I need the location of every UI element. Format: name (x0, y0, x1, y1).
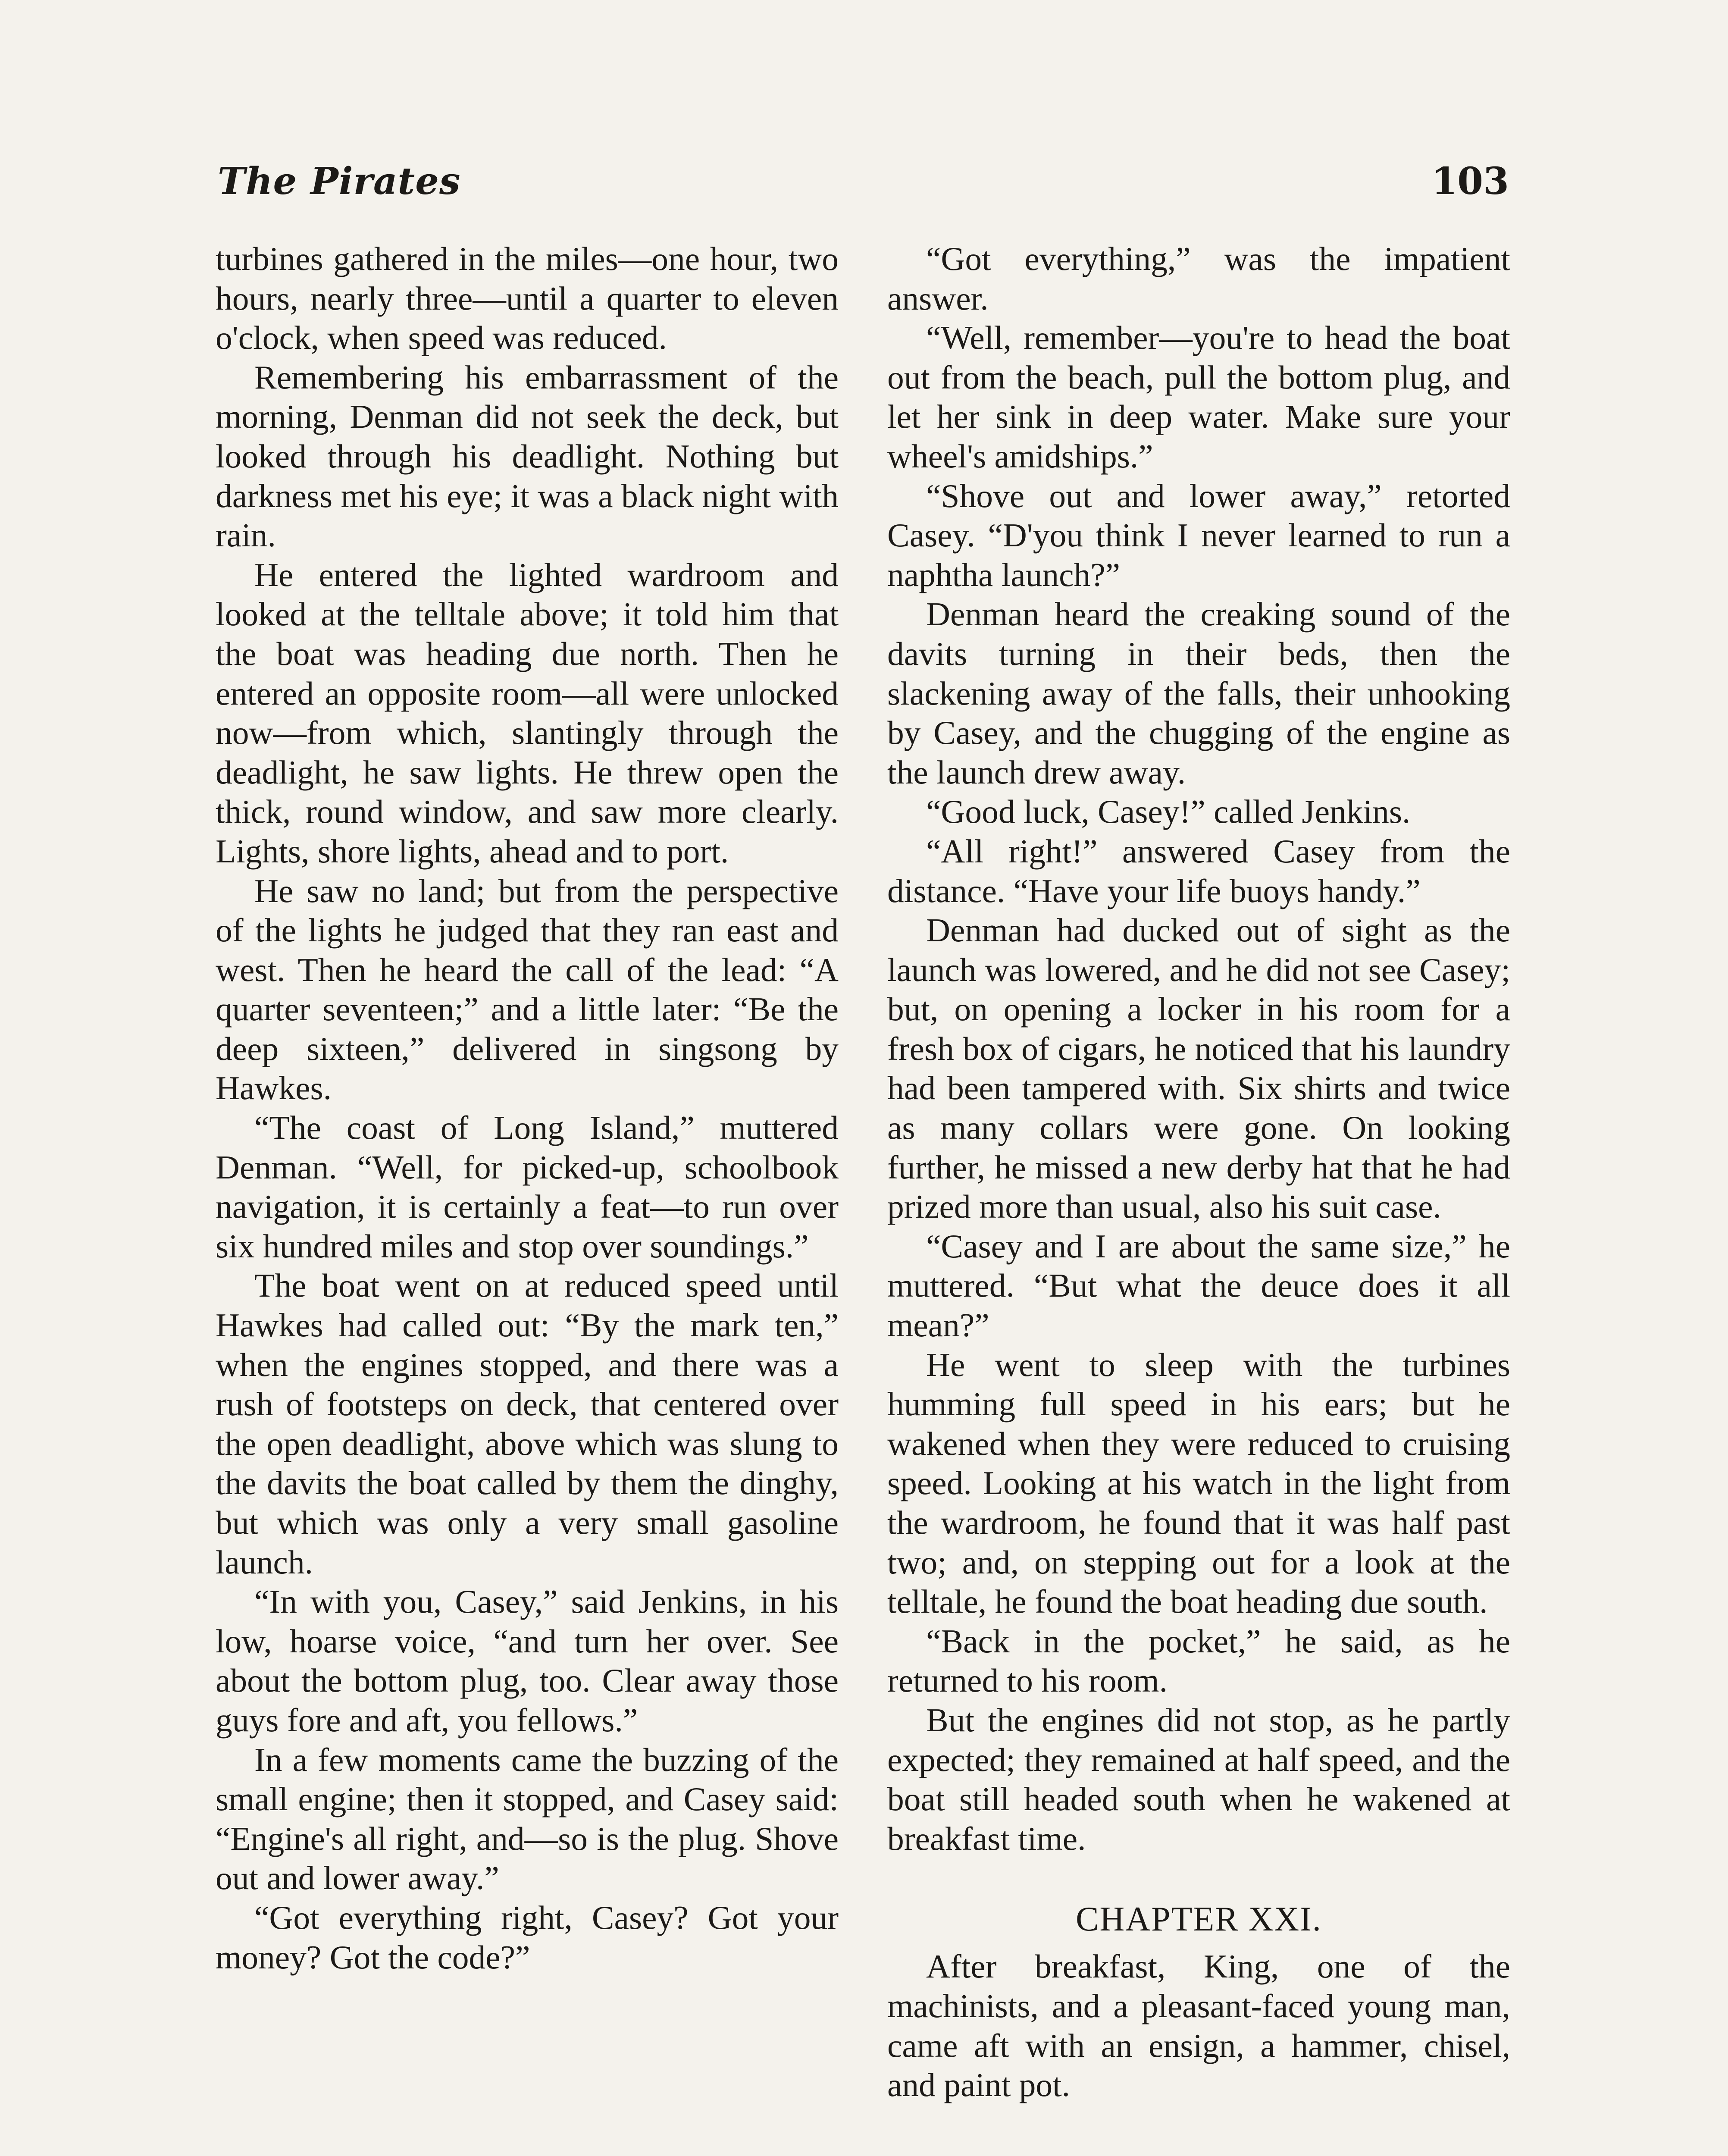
paragraph: He entered the lighted wardroom and looked at the telltale above; it told him that the boat was heading due north. Then he entered an opposite room—all were unlocked now—from which, slantingly through the deadlight, he saw lights. He threw open the thick, round window, and saw more clearly. Lights, shore lights, ahead and to port. (216, 556, 839, 870)
paragraph: “Back in the pocket,” he said, as he returned to his room. (887, 1622, 1510, 1699)
paragraph: “All right!” answered Casey from the distance. “Have your life buoys handy.” (887, 832, 1510, 909)
running-title: The Pirates (218, 160, 461, 203)
paragraph: Denman heard the creaking sound of the davits turning in their beds, then the slackening away of the falls, their unhooking by Casey, and the chugging of the engine as the launch drew away. (887, 595, 1510, 791)
running-head (218, 160, 1509, 216)
paragraph: But the engines did not stop, as he partly expected; they remained at half speed, and the boat still headed south when he wakened at breakfast time. (887, 1701, 1510, 1857)
paragraph: He saw no land; but from the perspective of the lights he judged that they ran east and west. Then he heard the call of the lead: “A quarter seventeen;” and a little later: “Be the deep sixteen,” delivered in singsong by Hawkes. (216, 872, 839, 1107)
paragraph: In a few moments came the buzzing of the small engine; then it stopped, and Casey said: “Engine's all right, and—so is the plug. Shove out and lower away.” (216, 1741, 839, 1897)
left-column (216, 239, 839, 1977)
paragraph: “Got everything,” was the impatient answer. (887, 240, 1510, 317)
right-column (887, 239, 1510, 2105)
paragraph: The boat went on at reduced speed until Hawkes had called out: “By the mark ten,” when the engines stopped, and there was a rush of footsteps on deck, that centered over the open deadlight, above which was slung to the davits the boat called by them the dinghy, but which was only a very small gasoline launch. (216, 1267, 839, 1581)
paragraph: “Well, remember—you're to head the boat out from the beach, pull the bottom plug, and let her sink in deep water. Make sure your wheel's amidships.” (887, 319, 1510, 475)
paragraph: Denman had ducked out of sight as the launch was lowered, and he did not see Casey; but, on opening a locker in his room for a fresh box of cigars, he noticed that his laundry had been tampered with. Six shirts and twice as many collars were gone. On looking further, he missed a new derby hat that he had prized more than usual, also his suit case. (887, 912, 1510, 1225)
paragraph: He went to sleep with the turbines humming full speed in his ears; but he wakened when they were reduced to cruising speed. Looking at his watch in the light from the wardroom, he found that it was half past two; and, on stepping out for a look at the telltale, he found the boat heading due south. (887, 1346, 1510, 1620)
paragraph: “Shove out and lower away,” retorted Casey. “D'you think I never learned to run a naphtha launch?” (887, 477, 1510, 593)
paragraph: “Got everything right, Casey? Got your money? Got the code?” (216, 1899, 839, 1976)
paragraph: “Good luck, Casey!” called Jenkins. (926, 793, 1411, 830)
paragraph: After breakfast, King, one of the machinists, and a pleasant-faced young man, came aft with an ensign, a hammer, chisel, and paint pot. (887, 1948, 1510, 2104)
paragraph: turbines gathered in the miles—one hour, two hours, nearly three—until a quarter to eleven o'clock, when speed was reduced. (216, 240, 839, 357)
paragraph: Remembering his embarrassment of the morning, Denman did not seek the deck, but looked through his deadlight. Nothing but darkness met his eye; it was a black night with rain. (216, 358, 839, 554)
paragraph: “Casey and I are about the same size,” he muttered. “But what the deuce does it all mean?” (887, 1227, 1510, 1344)
paragraph: “The coast of Long Island,” muttered Denman. “Well, for picked-up, schoolbook navigation, it is certainly a feat—to run over six hundred miles and stop over soundings.” (216, 1109, 839, 1265)
page-number: 103 (1431, 160, 1509, 203)
paragraph: “In with you, Casey,” said Jenkins, in his low, hoarse voice, “and turn her over. See about the bottom plug, too. Clear away those guys fore and aft, you fellows.” (216, 1583, 839, 1739)
chapter-heading: CHAPTER XXI. (1076, 1900, 1322, 1939)
